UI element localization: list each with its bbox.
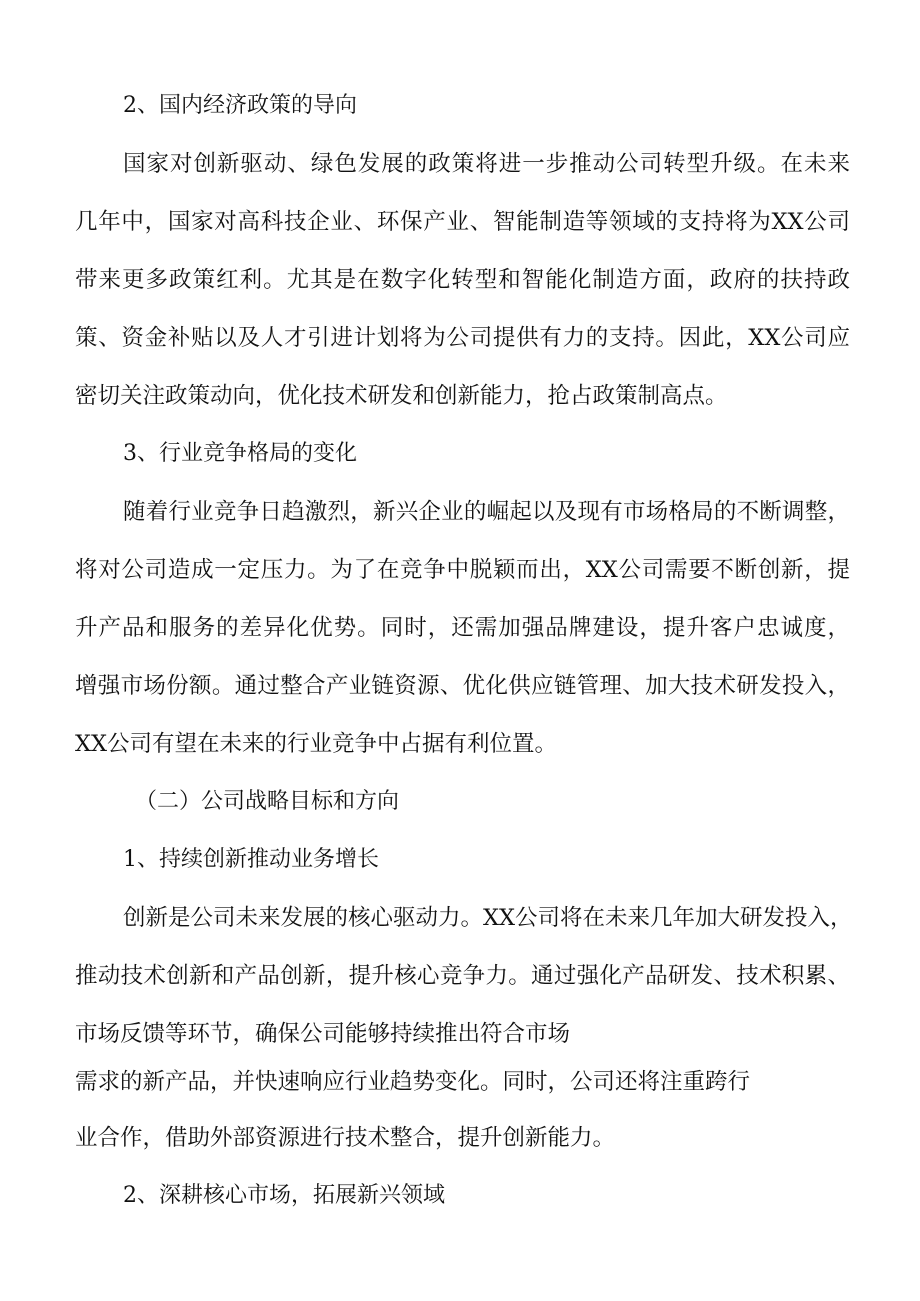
paragraph-line: 业合作，借助外部资源进行技术整合，提升创新能力。 — [75, 1125, 616, 1151]
paragraph-line: 推动技术创新和产品创新，提升核心竞争力。通过强化产品研发、技术积累、 — [75, 963, 850, 989]
paragraph-line: 随着行业竞争日趋激烈，新兴企业的崛起以及现有市场格局的不断调整， — [123, 499, 850, 525]
paragraph-line: 需求的新产品，并快速响应行业趋势变化。同时，公司还将注重跨行 — [75, 1069, 751, 1095]
paragraph-line: 国家对创新驱动、绿色发展的政策将进一步推动公司转型升级。在未来 — [123, 151, 850, 177]
paragraph-line: 策、资金补贴以及人才引进计划将为公司提供有力的支持。因此，XX公司应 — [75, 325, 850, 351]
paragraph-line: 升产品和服务的差异化优势。同时，还需加强品牌建设，提升客户忠诚度， — [75, 615, 850, 641]
section-heading-competition: 3、行业竞争格局的变化 — [123, 441, 357, 466]
paragraph-line: 将对公司造成一定压力。为了在竞争中脱颖而出，XX公司需要不断创新，提 — [75, 557, 850, 583]
paragraph-line: XX公司有望在未来的行业竞争中占据有利位置。 — [75, 731, 558, 757]
paragraph-line: 密切关注政策动向，优化技术研发和创新能力，抢占政策制高点。 — [75, 383, 728, 409]
section-heading-innovation: 1、持续创新推动业务增长 — [123, 847, 379, 872]
paragraph-line: 市场反馈等环节，确保公司能够持续推出符合市场 — [75, 1021, 571, 1047]
section-heading-policy: 2、国内经济政策的导向 — [123, 93, 357, 118]
paragraph-line: 增强市场份额。通过整合产业链资源、优化供应链管理、加大技术研发投入， — [75, 673, 850, 699]
paragraph-line: 创新是公司未来发展的核心驱动力。XX公司将在未来几年加大研发投入， — [123, 905, 853, 931]
paragraph-line: 几年中，国家对高科技企业、环保产业、智能制造等领域的支持将为XX公司 — [75, 209, 850, 235]
section-heading-strategy: （二）公司战略目标和方向 — [135, 789, 400, 814]
section-heading-markets: 2、深耕核心市场，拓展新兴领域 — [123, 1183, 445, 1208]
paragraph-line: 带来更多政策红利。尤其是在数字化转型和智能化制造方面，政府的扶持政 — [75, 267, 850, 293]
